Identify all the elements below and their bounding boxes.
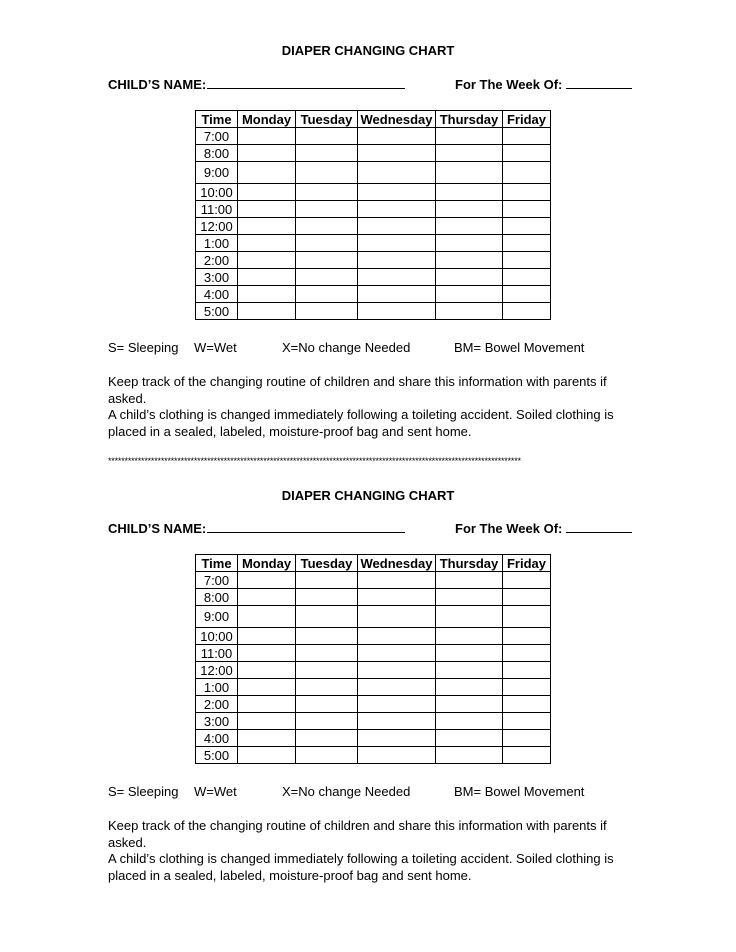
table-row — [196, 269, 551, 286]
time-cell: 2:00 — [196, 252, 238, 269]
entry-cell[interactable] — [238, 679, 296, 696]
table-row — [196, 696, 551, 713]
child-name-blank[interactable] — [207, 521, 405, 533]
entry-cell[interactable] — [436, 286, 503, 303]
table-row — [196, 730, 551, 747]
time-cell: 4:00 — [196, 730, 238, 747]
table-row — [196, 252, 551, 269]
entry-cell[interactable] — [238, 235, 296, 252]
entry-cell[interactable] — [503, 269, 551, 286]
entry-cell[interactable] — [238, 218, 296, 235]
entry-cell[interactable] — [296, 747, 358, 764]
entry-cell[interactable] — [358, 628, 436, 645]
entry-cell[interactable] — [358, 572, 436, 589]
entry-cell[interactable] — [503, 303, 551, 320]
entry-cell[interactable] — [503, 589, 551, 606]
entry-cell[interactable] — [503, 628, 551, 645]
entry-cell[interactable] — [358, 696, 436, 713]
entry-cell[interactable] — [358, 201, 436, 218]
legend-wet: W=Wet — [194, 340, 237, 355]
entry-cell[interactable] — [436, 572, 503, 589]
table-row — [196, 589, 551, 606]
entry-cell[interactable] — [358, 269, 436, 286]
header-thursday: Thursday — [436, 111, 503, 128]
tracking-note: Keep track of the changing routine of children and share this information with parents if asked. — [108, 374, 607, 406]
entry-cell[interactable] — [296, 696, 358, 713]
entry-cell[interactable] — [358, 747, 436, 764]
entry-cell[interactable] — [296, 286, 358, 303]
time-cell: 8:00 — [196, 145, 238, 162]
entry-cell[interactable] — [238, 572, 296, 589]
entry-cell[interactable] — [358, 184, 436, 201]
time-cell: 7:00 — [196, 128, 238, 145]
entry-cell[interactable] — [358, 645, 436, 662]
entry-cell[interactable] — [436, 747, 503, 764]
entry-cell[interactable] — [436, 201, 503, 218]
entry-cell[interactable] — [238, 713, 296, 730]
legend-bowel-movement: BM= Bowel Movement — [454, 340, 585, 355]
header-monday: Monday — [238, 111, 296, 128]
entry-cell[interactable] — [238, 252, 296, 269]
entry-cell[interactable] — [296, 303, 358, 320]
week-of-blank[interactable] — [566, 521, 632, 533]
time-cell: 9:00 — [196, 606, 238, 628]
entry-cell[interactable] — [358, 589, 436, 606]
entry-cell[interactable] — [503, 145, 551, 162]
child-name-label: CHILD’S NAME: — [108, 521, 207, 536]
header-friday: Friday — [503, 555, 551, 572]
entry-cell[interactable] — [503, 184, 551, 201]
time-cell: 2:00 — [196, 696, 238, 713]
section-separator: ***************************************************************************************************************************** — [108, 456, 521, 466]
entry-cell[interactable] — [296, 252, 358, 269]
entry-cell[interactable] — [238, 162, 296, 184]
chart-title: DIAPER CHANGING CHART — [281, 43, 455, 58]
entry-cell[interactable] — [296, 679, 358, 696]
entry-cell[interactable] — [436, 269, 503, 286]
table-header-row — [196, 111, 551, 128]
entry-cell[interactable] — [503, 713, 551, 730]
week-of-blank[interactable] — [566, 77, 632, 89]
table-row — [196, 235, 551, 252]
legend — [0, 784, 736, 802]
time-cell: 7:00 — [196, 572, 238, 589]
time-cell: 5:00 — [196, 747, 238, 764]
header-thursday: Thursday — [436, 555, 503, 572]
time-cell: 11:00 — [196, 645, 238, 662]
entry-cell[interactable] — [358, 235, 436, 252]
entry-cell[interactable] — [358, 679, 436, 696]
entry-cell[interactable] — [436, 628, 503, 645]
entry-cell[interactable] — [436, 184, 503, 201]
legend-sleeping: S= Sleeping — [108, 784, 179, 799]
entry-cell[interactable] — [436, 145, 503, 162]
entry-cell[interactable] — [503, 218, 551, 235]
time-cell: 1:00 — [196, 679, 238, 696]
legend-no-change: X=No change Needed — [282, 340, 411, 355]
entry-cell[interactable] — [503, 679, 551, 696]
entry-cell[interactable] — [296, 628, 358, 645]
table-row — [196, 606, 551, 628]
table-row — [196, 679, 551, 696]
entry-cell[interactable] — [358, 218, 436, 235]
child-name-label: CHILD’S NAME: — [108, 77, 207, 92]
time-cell: 10:00 — [196, 184, 238, 201]
entry-cell[interactable] — [436, 235, 503, 252]
entry-cell[interactable] — [503, 162, 551, 184]
time-cell: 9:00 — [196, 162, 238, 184]
entry-cell[interactable] — [296, 184, 358, 201]
entry-cell[interactable] — [296, 201, 358, 218]
entry-cell[interactable] — [436, 218, 503, 235]
entry-cell[interactable] — [358, 145, 436, 162]
table-row — [196, 162, 551, 184]
tracking-note: Keep track of the changing routine of children and share this information with parents if asked. — [108, 818, 607, 850]
time-cell: 8:00 — [196, 589, 238, 606]
entry-cell[interactable] — [358, 606, 436, 628]
chart-title: DIAPER CHANGING CHART — [281, 488, 455, 503]
entry-cell[interactable] — [238, 269, 296, 286]
time-cell: 10:00 — [196, 628, 238, 645]
entry-cell[interactable] — [238, 628, 296, 645]
entry-cell[interactable] — [238, 747, 296, 764]
legend-no-change: X=No change Needed — [282, 784, 411, 799]
table-row — [196, 747, 551, 764]
entry-cell[interactable] — [436, 730, 503, 747]
entry-cell[interactable] — [358, 128, 436, 145]
entry-cell[interactable] — [296, 572, 358, 589]
entry-cell[interactable] — [238, 645, 296, 662]
table-row — [196, 645, 551, 662]
time-cell: 11:00 — [196, 201, 238, 218]
entry-cell[interactable] — [296, 713, 358, 730]
header-tuesday: Tuesday — [296, 111, 358, 128]
entry-cell[interactable] — [436, 696, 503, 713]
table-row — [196, 184, 551, 201]
entry-cell[interactable] — [296, 162, 358, 184]
entry-cell[interactable] — [503, 696, 551, 713]
table-row — [196, 201, 551, 218]
entry-cell[interactable] — [296, 589, 358, 606]
entry-cell[interactable] — [436, 713, 503, 730]
time-cell: 3:00 — [196, 269, 238, 286]
entry-cell[interactable] — [296, 235, 358, 252]
entry-cell[interactable] — [238, 128, 296, 145]
entry-cell[interactable] — [296, 730, 358, 747]
changing-table — [195, 110, 551, 320]
entry-cell[interactable] — [503, 235, 551, 252]
entry-cell[interactable] — [503, 252, 551, 269]
entry-cell[interactable] — [503, 606, 551, 628]
entry-cell[interactable] — [358, 662, 436, 679]
entry-cell[interactable] — [358, 286, 436, 303]
child-name-field — [108, 521, 405, 536]
table-row — [196, 145, 551, 162]
entry-cell[interactable] — [503, 645, 551, 662]
table-row — [196, 628, 551, 645]
time-cell: 4:00 — [196, 286, 238, 303]
entry-cell[interactable] — [238, 662, 296, 679]
entry-cell[interactable] — [238, 201, 296, 218]
entry-cell[interactable] — [503, 286, 551, 303]
entry-cell[interactable] — [238, 696, 296, 713]
table-row — [196, 662, 551, 679]
child-name-field — [108, 77, 405, 92]
entry-cell[interactable] — [296, 218, 358, 235]
time-cell: 5:00 — [196, 303, 238, 320]
entry-cell[interactable] — [503, 730, 551, 747]
entry-cell[interactable] — [358, 730, 436, 747]
entry-cell[interactable] — [503, 128, 551, 145]
legend-sleeping: S= Sleeping — [108, 340, 179, 355]
time-cell: 12:00 — [196, 218, 238, 235]
table-row — [196, 713, 551, 730]
legend-wet: W=Wet — [194, 784, 237, 799]
entry-cell[interactable] — [238, 303, 296, 320]
entry-cell[interactable] — [238, 730, 296, 747]
entry-cell[interactable] — [503, 662, 551, 679]
entry-cell[interactable] — [238, 145, 296, 162]
entry-cell[interactable] — [358, 252, 436, 269]
entry-cell[interactable] — [436, 606, 503, 628]
entry-cell[interactable] — [296, 606, 358, 628]
time-cell: 1:00 — [196, 235, 238, 252]
header-tuesday: Tuesday — [296, 555, 358, 572]
table-row — [196, 572, 551, 589]
entry-cell[interactable] — [436, 679, 503, 696]
header-friday: Friday — [503, 111, 551, 128]
changing-table — [195, 554, 551, 764]
entry-cell[interactable] — [238, 286, 296, 303]
entry-cell[interactable] — [503, 747, 551, 764]
entry-cell[interactable] — [296, 645, 358, 662]
header-monday: Monday — [238, 555, 296, 572]
entry-cell[interactable] — [503, 572, 551, 589]
header-wednesday: Wednesday — [358, 555, 436, 572]
table-row — [196, 218, 551, 235]
table-row — [196, 286, 551, 303]
policy-text: A child’s clothing is changed immediately following a toileting accident. Soiled clothing is placed in a sealed, labeled, moisture-proof bag and sent home. — [108, 851, 614, 883]
entry-cell[interactable] — [296, 128, 358, 145]
entry-cell[interactable] — [358, 162, 436, 184]
entry-cell[interactable] — [436, 252, 503, 269]
table-row — [196, 128, 551, 145]
entry-cell[interactable] — [436, 589, 503, 606]
week-of-label: For The Week Of: — [455, 77, 563, 92]
policy-text: A child’s clothing is changed immediately following a toileting accident. Soiled clothing is placed in a sealed, labeled, moisture-proof bag and sent home. — [108, 407, 614, 439]
entry-cell[interactable] — [238, 589, 296, 606]
header-time: Time — [196, 111, 238, 128]
entry-cell[interactable] — [296, 662, 358, 679]
week-of-field — [455, 521, 632, 536]
table-header-row — [196, 555, 551, 572]
header-wednesday: Wednesday — [358, 111, 436, 128]
child-name-blank[interactable] — [207, 77, 405, 89]
entry-cell[interactable] — [358, 303, 436, 320]
entry-cell[interactable] — [358, 713, 436, 730]
header-time: Time — [196, 555, 238, 572]
entry-cell[interactable] — [503, 201, 551, 218]
week-of-field — [455, 77, 632, 92]
table-row — [196, 303, 551, 320]
entry-cell[interactable] — [436, 645, 503, 662]
time-cell: 3:00 — [196, 713, 238, 730]
entry-cell[interactable] — [296, 269, 358, 286]
entry-cell[interactable] — [238, 184, 296, 201]
entry-cell[interactable] — [436, 162, 503, 184]
week-of-label: For The Week Of: — [455, 521, 563, 536]
entry-cell[interactable] — [436, 128, 503, 145]
entry-cell[interactable] — [238, 606, 296, 628]
legend — [0, 340, 736, 358]
entry-cell[interactable] — [296, 145, 358, 162]
time-cell: 12:00 — [196, 662, 238, 679]
legend-bowel-movement: BM= Bowel Movement — [454, 784, 585, 799]
entry-cell[interactable] — [436, 662, 503, 679]
entry-cell[interactable] — [436, 303, 503, 320]
